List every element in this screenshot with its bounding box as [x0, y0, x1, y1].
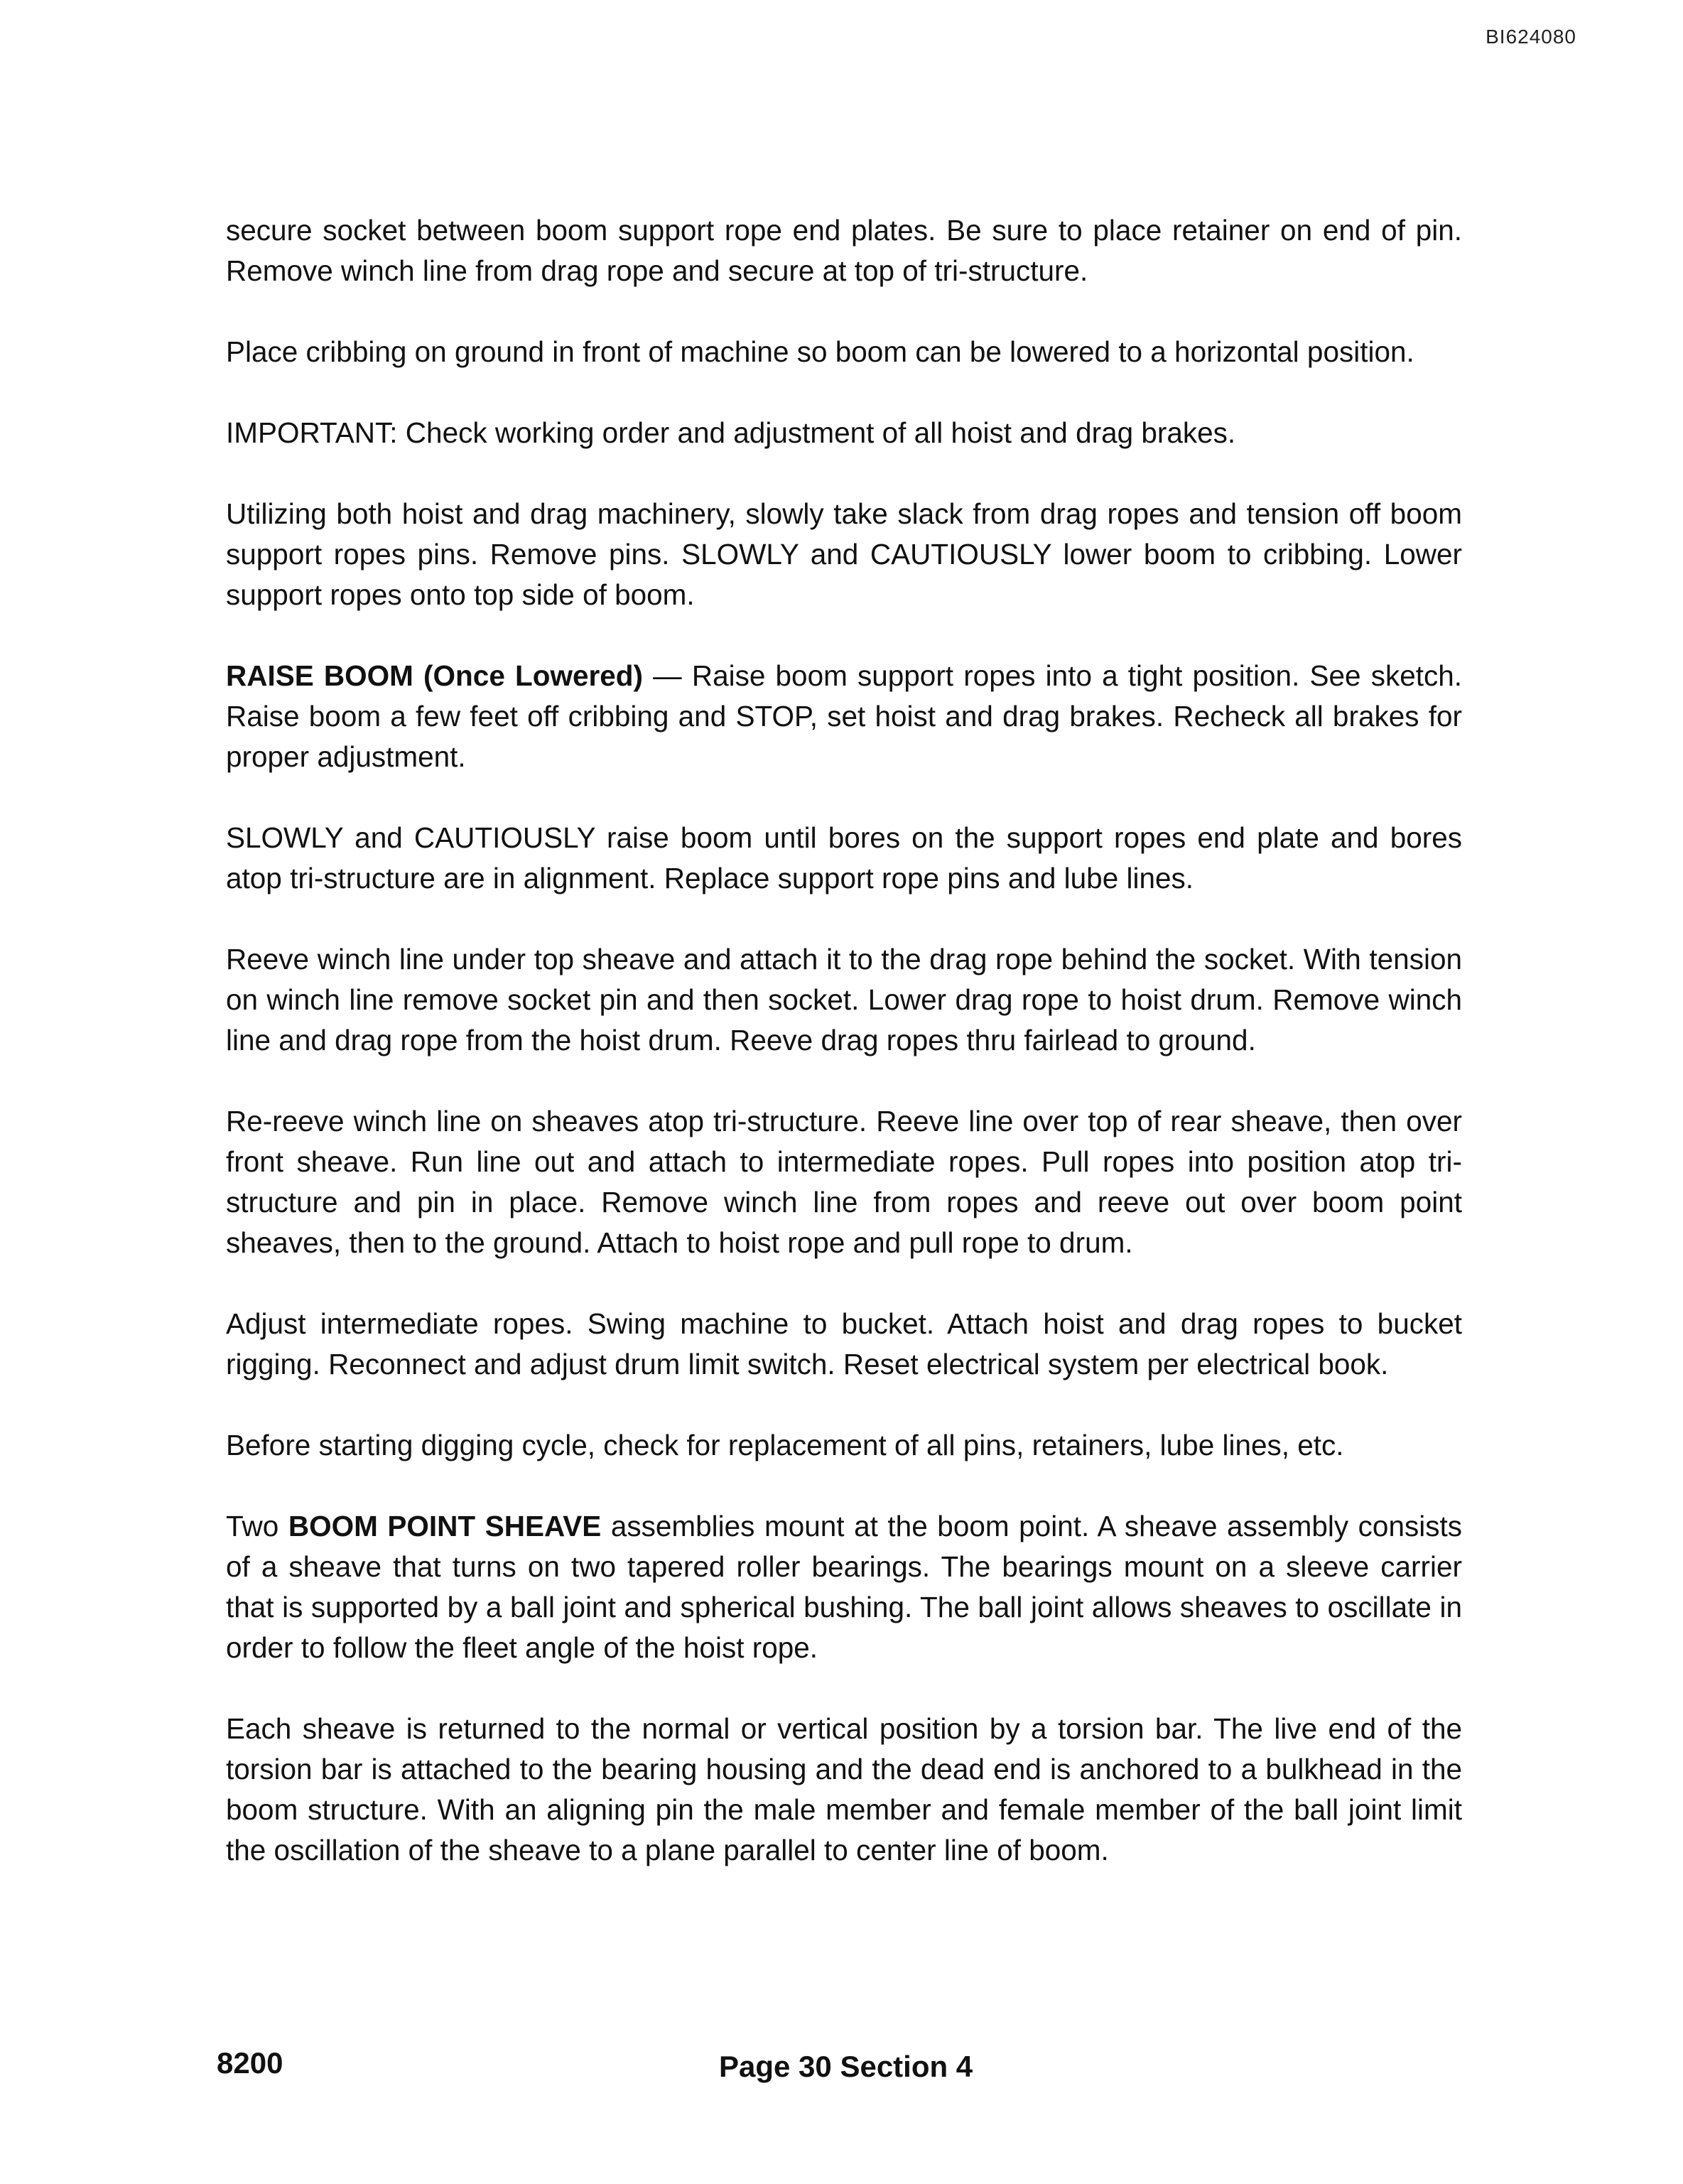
paragraph-raise-boom — [226, 656, 1462, 777]
paragraph-text: Each sheave is returned to the normal or vertical position by a torsion bar. The live end of the torsion bar is attached to the bearing housing and the dead end is anchored to a bulkhead in the boom structure. With an aligning pin the male member and female member of the ball joint limit the oscillation of the sheave to a plane parallel to center line of boom. — [226, 1712, 1462, 1866]
paragraph-1 — [226, 210, 1462, 291]
footer-model-number: 8200 — [217, 2046, 283, 2080]
paragraph-text: Adjust intermediate ropes. Swing machine to bucket. Attach hoist and drag ropes to bucket rigging. Reconnect and adjust drum limit switch. Reset electrical system per electrical book. — [226, 1307, 1462, 1380]
paragraph-6 — [226, 818, 1462, 899]
paragraph-boom-point-sheave — [226, 1506, 1462, 1668]
paragraph-text: Reeve winch line under top sheave and attach it to the drag rope behind the socket. With tension on winch line remove socket pin and then socket. Lower drag rope to hoist drum. Remove winch line and drag rope from the hoist drum. Reeve drag ropes thru fairlead to ground. — [226, 943, 1462, 1056]
paragraph-text: Before starting digging cycle, check for replacement of all pins, retainers, lube lines, etc. — [226, 1429, 1344, 1461]
paragraph-important — [226, 413, 1462, 453]
paragraph-8 — [226, 1101, 1462, 1263]
paragraph-text: — Raise boom support ropes into a tight position. See sketch. Raise boom a few feet off cribbing and STOP, set hoist and drag brakes. Recheck all brakes for proper adjustment. — [226, 659, 1462, 773]
paragraph-text: Place cribbing on ground in front of machine so boom can be lowered to a horizontal position. — [226, 335, 1414, 368]
paragraph-text: assemblies mount at the boom point. A sheave assembly consists of a sheave that turns on two tapered roller bearings. The bearings mount on a sleeve carrier that is supported by a ball joint and spherical bushing. The ball joint allows sheaves to oscillate in order to follow the fleet angle of the hoist rope. — [226, 1510, 1462, 1664]
important-label: IMPORTANT: — [226, 416, 398, 449]
paragraph-7 — [226, 939, 1462, 1061]
paragraph-12 — [226, 1709, 1462, 1871]
document-id: BI624080 — [1486, 26, 1576, 48]
paragraph-text: Check working order and adjustment of all hoist and drag brakes. — [405, 416, 1236, 449]
paragraph-text: Utilizing both hoist and drag machinery, slowly take slack from drag ropes and tension off boom support ropes pins. Remove pins. SLOWLY and CAUTIOUSLY lower boom to cribbing. Lower support ropes onto top side of boom. — [226, 497, 1462, 611]
footer-page-number: Page 30 Section 4 — [719, 2050, 973, 2083]
paragraph-9 — [226, 1304, 1462, 1385]
raise-boom-heading: RAISE BOOM (Once Lowered) — [226, 659, 644, 692]
page-body — [226, 210, 1462, 1911]
paragraph-2 — [226, 332, 1462, 372]
paragraph-4 — [226, 494, 1462, 615]
paragraph-text: SLOWLY and CAUTIOUSLY raise boom until bores on the support ropes end plate and bores atop tri-structure are in alignment. Replace support rope pins and lube lines. — [226, 821, 1462, 894]
paragraph-10 — [226, 1425, 1462, 1466]
boom-point-sheave-heading: BOOM POINT SHEAVE — [288, 1510, 602, 1542]
paragraph-text: secure socket between boom support rope end plates. Be sure to place retainer on end of pin. Remove winch line from drag rope and secure at top of tri-structure. — [226, 214, 1462, 287]
paragraph-prefix: Two — [226, 1510, 279, 1542]
paragraph-text: Re-reeve winch line on sheaves atop tri-structure. Reeve line over top of rear sheave, then over front sheave. Run line out and attach to intermediate ropes. Pull ropes into position atop tri-structure and pin in place. Remove winch line from ropes and reeve out over boom point sheaves, then to the ground. Attach to hoist rope and pull rope to drum. — [226, 1105, 1462, 1259]
